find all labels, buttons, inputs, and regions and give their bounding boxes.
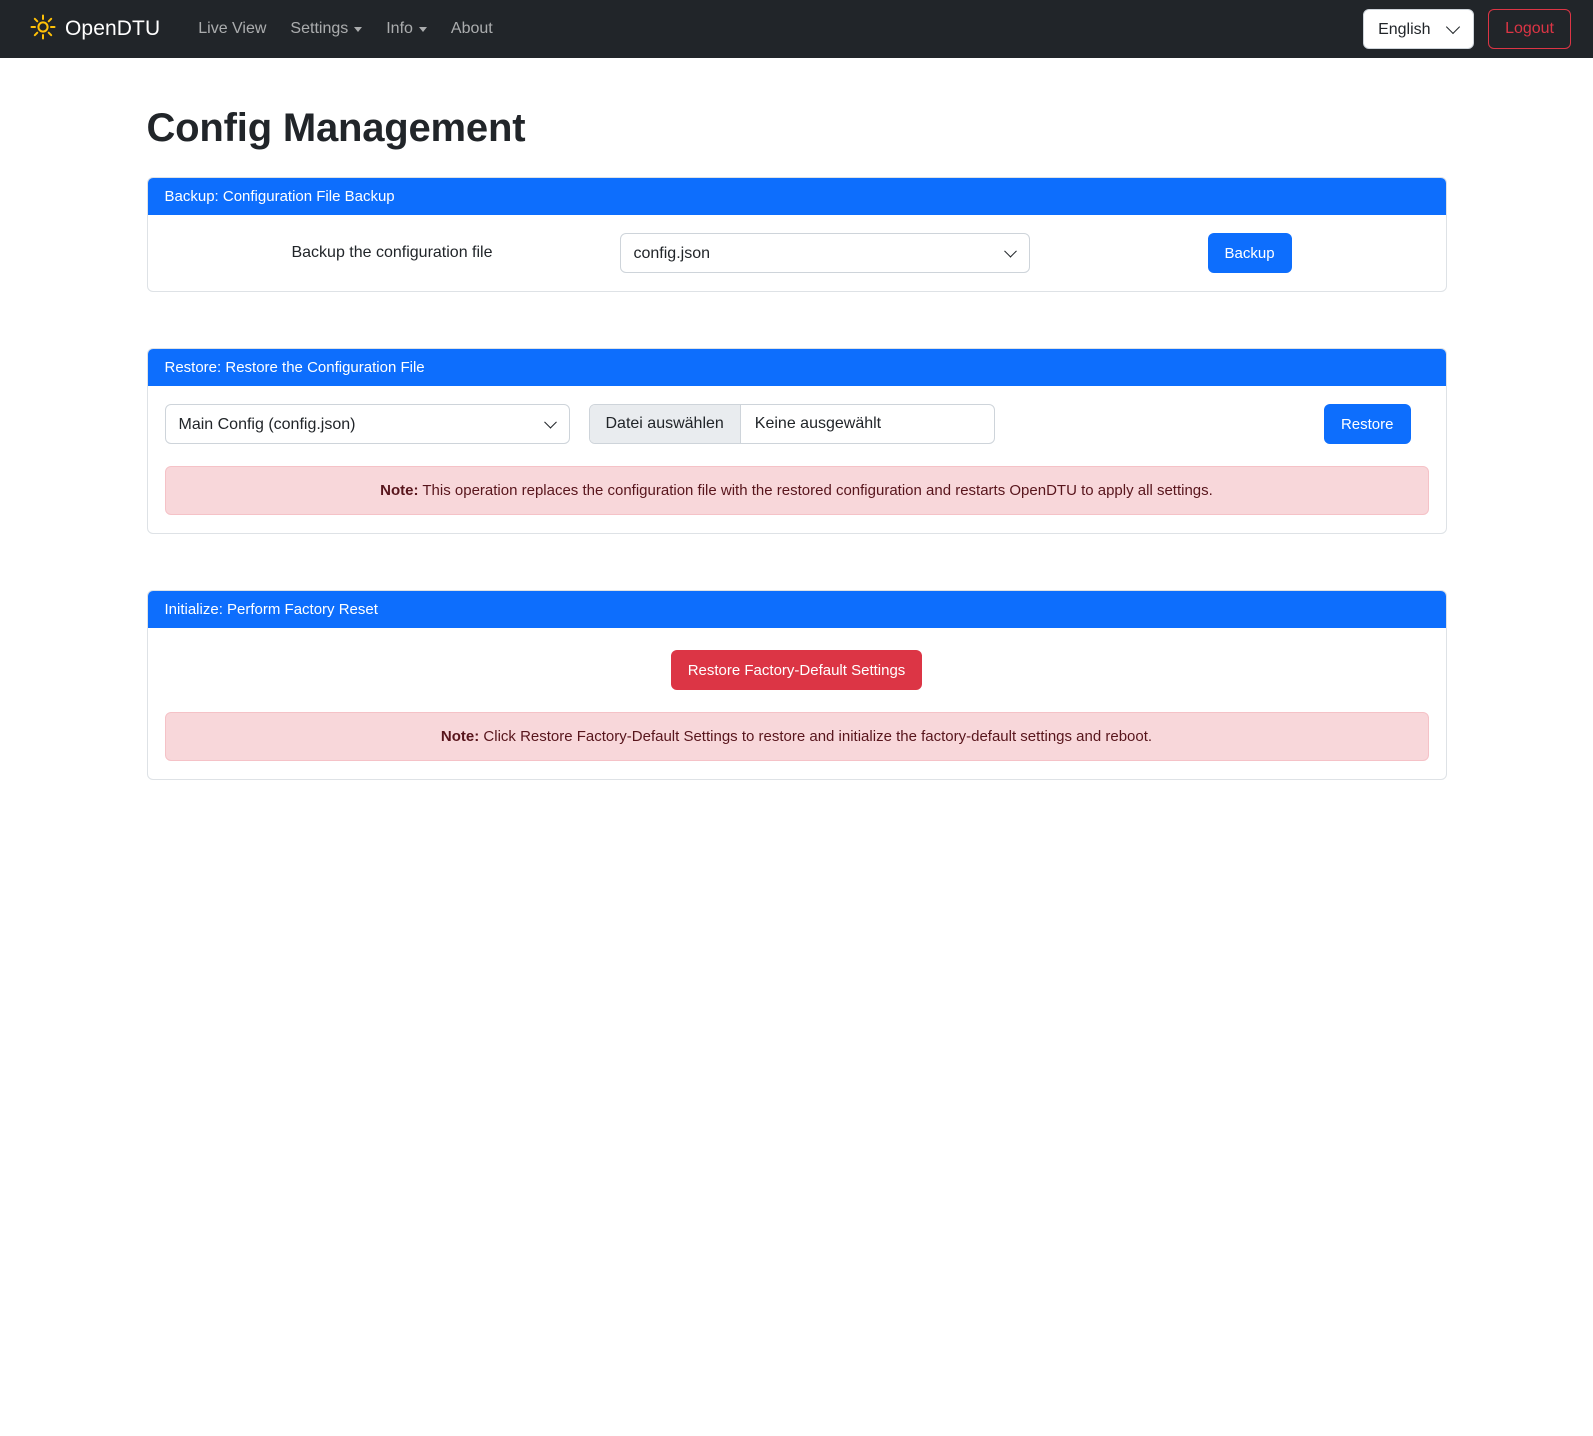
- backup-file-select[interactable]: [620, 233, 1030, 273]
- initialize-card-body: [148, 628, 1446, 779]
- backup-card-body: [148, 215, 1446, 291]
- chevron-down-icon: [354, 27, 362, 32]
- language-select[interactable]: [1363, 9, 1474, 49]
- initialize-card-header: Initialize: Perform Factory Reset: [148, 591, 1446, 628]
- restore-file-input[interactable]: [589, 404, 995, 444]
- initialize-note-prefix: Note:: [440, 728, 480, 745]
- page-title: Config Management: [146, 106, 526, 150]
- brand-logo[interactable]: [30, 14, 160, 45]
- initialize-card: [147, 590, 1447, 780]
- backup-button[interactable]: Backup: [1208, 233, 1292, 273]
- logout-button[interactable]: Logout: [1488, 9, 1571, 49]
- nav-item-about[interactable]: [439, 12, 505, 46]
- nav-item-settings-label: Settings: [290, 20, 349, 37]
- top-navbar: [0, 0, 1593, 58]
- nav-item-live-view[interactable]: [186, 12, 278, 46]
- sun-icon: [30, 14, 56, 45]
- chevron-down-icon: [419, 27, 427, 32]
- navbar-right-group: [1363, 9, 1577, 49]
- backup-card-header: Backup: Configuration File Backup: [148, 178, 1446, 215]
- page-spacer: [147, 836, 1447, 1436]
- backup-label: Backup the configuration file: [291, 244, 493, 261]
- restore-button-wrapper: [1324, 404, 1429, 444]
- backup-card: [147, 177, 1447, 292]
- restore-config-select-wrapper: [165, 404, 570, 444]
- nav-item-info[interactable]: [374, 12, 439, 46]
- backup-button-wrapper: [1030, 233, 1429, 273]
- restore-card: [147, 348, 1447, 534]
- restore-factory-defaults-button[interactable]: Restore Factory-Default Settings: [671, 650, 923, 690]
- restore-card-body: [148, 386, 1446, 533]
- nav-item-live-view-label: Live View: [198, 20, 267, 37]
- restore-note-prefix: Note:: [380, 482, 419, 499]
- restore-config-select[interactable]: [165, 404, 570, 444]
- initialize-note: [165, 712, 1429, 761]
- page-container: [147, 58, 1447, 1436]
- nav-item-settings[interactable]: [278, 12, 374, 46]
- initialize-note-text: Click Restore Factory-Default Settings to restore and initialize the factory-default settings and reboot.: [483, 728, 1153, 745]
- backup-file-select-wrapper: [620, 233, 1030, 273]
- language-select-wrapper: [1363, 9, 1474, 49]
- nav-links: [186, 12, 505, 46]
- selected-file-name: Keine ausgewählt: [754, 415, 882, 432]
- factory-reset-button-wrapper: [165, 646, 1429, 690]
- nav-item-about-label: About: [450, 20, 493, 37]
- restore-note: [165, 466, 1429, 515]
- restore-button[interactable]: Restore: [1324, 404, 1411, 444]
- restore-row: [165, 404, 1429, 444]
- brand-text: OpenDTU: [65, 17, 161, 40]
- restore-card-header: Restore: Restore the Configuration File: [148, 349, 1446, 386]
- nav-item-info-label: Info: [386, 20, 413, 37]
- backup-row: [165, 233, 1429, 273]
- restore-note-text: This operation replaces the configuration file with the restored configuration and restarts OpenDTU to apply all settings.: [422, 482, 1213, 499]
- choose-file-button[interactable]: Datei auswählen: [590, 405, 741, 443]
